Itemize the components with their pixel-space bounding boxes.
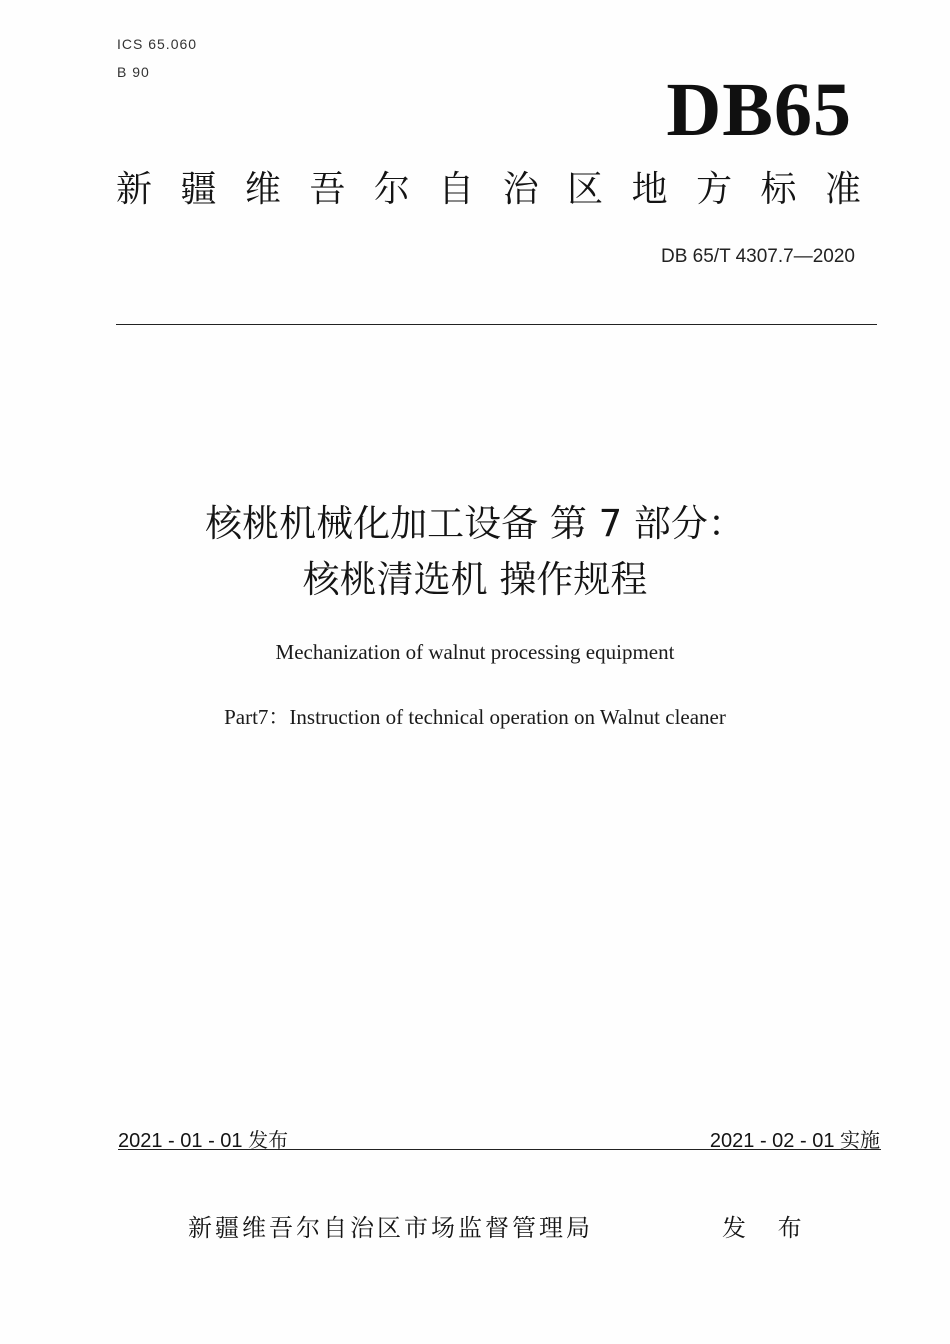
title-en-line1: Mechanization of walnut processing equipment xyxy=(275,640,675,664)
standard-type-char: 方 xyxy=(696,169,733,210)
standard-type-char: 区 xyxy=(567,169,604,210)
publish-label: 发 布 xyxy=(722,1214,814,1242)
standard-type-char: 准 xyxy=(824,169,861,210)
footer-divider xyxy=(118,1149,881,1150)
implementation-date: 2021 - 02 - 01 实施 xyxy=(709,1130,880,1152)
header-divider xyxy=(116,324,877,325)
title-zh-line2: 核桃清选机 操作规程 xyxy=(302,558,648,601)
title-zh-line1: 核桃机械化加工设备 第 7 部分： xyxy=(205,502,745,545)
publisher-name: 新疆维吾尔自治区市场监督管理局 xyxy=(188,1214,593,1242)
standard-type-char: 吾 xyxy=(309,169,346,210)
standard-type-char: 新 xyxy=(116,169,153,210)
standard-type-char: 地 xyxy=(631,169,668,210)
standard-type-char: 维 xyxy=(244,169,281,210)
standard-type-char: 标 xyxy=(760,169,797,210)
standard-type-char: 疆 xyxy=(180,169,217,210)
ics-code: ICS 65.060 xyxy=(117,36,198,52)
standard-type-char: 尔 xyxy=(373,169,410,210)
standard-type-char: 治 xyxy=(502,169,539,210)
standard-type-char: 自 xyxy=(438,169,475,210)
ccs-code: B 90 xyxy=(117,64,150,80)
title-en-line2: Part7：Instruction of technical operation on Walnut cleaner xyxy=(224,705,726,729)
standard-type-heading xyxy=(116,169,861,210)
standard-number: DB 65/T 4307.7—2020 xyxy=(660,246,855,267)
issue-date: 2021 - 01 - 01 发布 xyxy=(118,1130,289,1152)
standard-prefix-logo: DB65 xyxy=(666,68,852,152)
